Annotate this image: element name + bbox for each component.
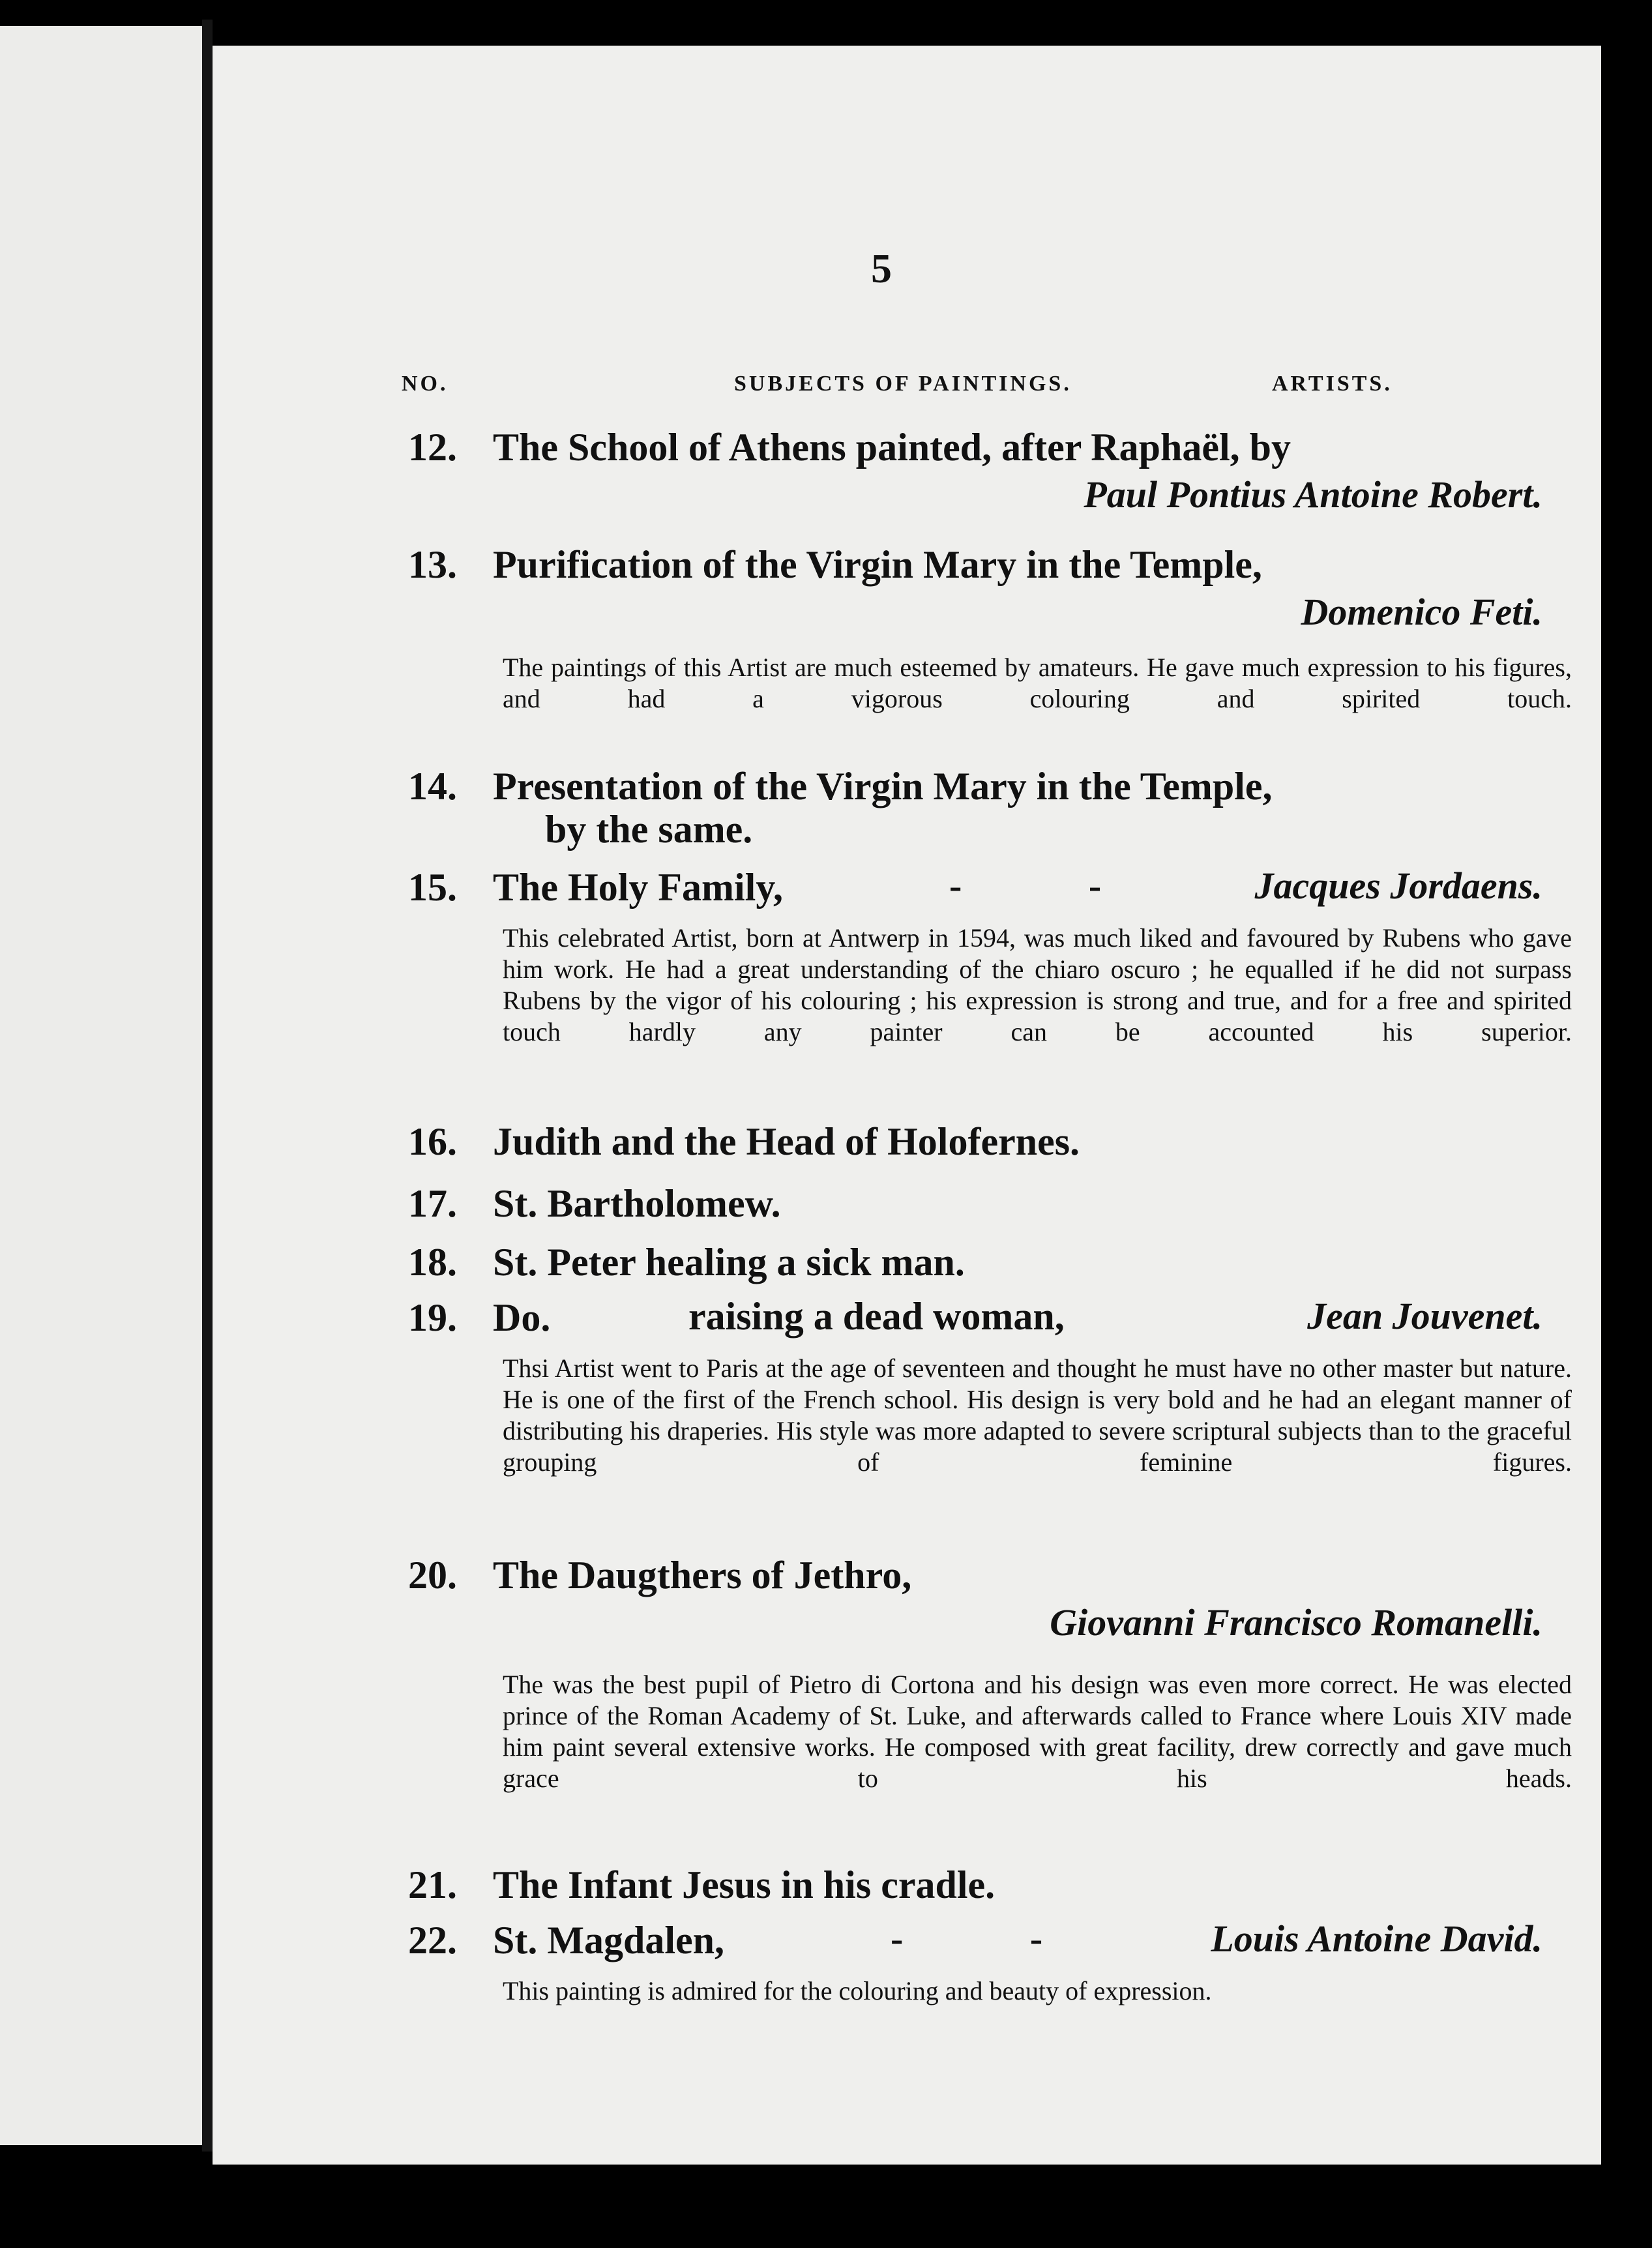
catalogue-page bbox=[213, 46, 1601, 2165]
entry-number: 17. bbox=[408, 1182, 457, 1225]
entry-17 bbox=[408, 1180, 1601, 1227]
entry-number: 21. bbox=[408, 1863, 457, 1906]
entry-title: The School of Athens painted, after Raphaël, by bbox=[493, 426, 1291, 469]
entry-title: St. Bartholomew. bbox=[493, 1182, 781, 1225]
entry-19-title-cont: raising a dead woman, bbox=[688, 1295, 1065, 1338]
entry-12-artist: Paul Pontius Antoine Robert. bbox=[1084, 473, 1542, 516]
entry-20 bbox=[408, 1552, 1601, 1599]
entry-title: St. Magdalen, bbox=[493, 1919, 725, 1962]
entry-16 bbox=[408, 1118, 1601, 1165]
entry-number: 22. bbox=[408, 1919, 457, 1962]
entry-number: 12. bbox=[408, 426, 457, 469]
entry-number: 14. bbox=[408, 765, 457, 808]
book-gutter bbox=[202, 20, 213, 2152]
entry-14 bbox=[408, 763, 1601, 810]
entry-21 bbox=[408, 1861, 1601, 1908]
entry-title: The Infant Jesus in his cradle. bbox=[493, 1863, 996, 1906]
entry-title: Presentation of the Virgin Mary in the Temple, bbox=[493, 765, 1273, 808]
entry-title: Judith and the Head of Holofernes. bbox=[493, 1120, 1080, 1163]
entry-number: 13. bbox=[408, 543, 457, 586]
entry-title: Do. bbox=[493, 1296, 551, 1339]
entry-20-artist: Giovanni Francisco Romanelli. bbox=[1050, 1601, 1542, 1644]
column-header-artists: ARTISTS. bbox=[1272, 372, 1393, 396]
entry-18 bbox=[408, 1239, 1601, 1286]
entry-22-leader: - - bbox=[891, 1917, 1102, 1960]
entry-number: 15. bbox=[408, 866, 457, 909]
entry-15-artist: Jacques Jordaens. bbox=[1254, 865, 1542, 907]
column-header-subjects: SUBJECTS OF PAINTINGS. bbox=[734, 372, 1072, 396]
entry-14-continuation: by the same. bbox=[545, 808, 753, 851]
facing-page-edge bbox=[0, 26, 202, 2145]
entry-title: The Holy Family, bbox=[493, 866, 784, 909]
entry-number: 19. bbox=[408, 1296, 457, 1339]
entry-title: St. Peter healing a sick man. bbox=[493, 1241, 965, 1284]
entry-13 bbox=[408, 541, 1601, 588]
entry-19-note: Thsi Artist went to Paris at the age of seventeen and thought he must have no other master but nature. He is one of the first of the French school. His design is very bold and he had an elegant manner of distributing his draperies. His style was more adapted to severe scriptural subjects than to the graceful grouping of feminine figures. bbox=[503, 1353, 1572, 1477]
entry-13-note: The paintings of this Artist are much esteemed by amateurs. He gave much expression to his figures, and had a vigorous colouring and spirited touch. bbox=[503, 653, 1572, 713]
page-number: 5 bbox=[871, 245, 892, 291]
entry-15-note: This celebrated Artist, born at Antwerp in 1594, was much liked and favoured by Rubens who gave him work. He had a great understanding of the chiaro oscuro ; he equalled if he did not surpass Rubens by the vigor of his colouring ; his expression is strong and true, and for a free and spirited touch hardly any painter can be accounted his superior. bbox=[503, 923, 1572, 1046]
entry-15-leader: - - bbox=[949, 865, 1160, 907]
entry-number: 16. bbox=[408, 1120, 457, 1163]
entry-number: 18. bbox=[408, 1241, 457, 1284]
entry-title: The Daugthers of Jethro, bbox=[493, 1554, 912, 1597]
entry-22-note: This painting is admired for the colouring and beauty of expression. bbox=[503, 1976, 1212, 2005]
entry-19-artist: Jean Jouvenet. bbox=[1307, 1295, 1542, 1337]
entry-22-artist: Louis Antoine David. bbox=[1211, 1917, 1542, 1960]
entry-title: Purification of the Virgin Mary in the Temple, bbox=[493, 543, 1262, 586]
entry-20-note: The was the best pupil of Pietro di Cortona and his design was even more correct. He was elected prince of the Roman Academy of St. Luke, and afterwards called to France where Louis XIV made him paint several extensive works. He composed with great facility, drew correctly and gave much grace to his heads. bbox=[503, 1670, 1572, 1793]
entry-12 bbox=[408, 424, 1601, 471]
entry-number: 20. bbox=[408, 1554, 457, 1597]
column-header-no: NO. bbox=[402, 372, 449, 396]
entry-13-artist: Domenico Feti. bbox=[1301, 591, 1542, 633]
